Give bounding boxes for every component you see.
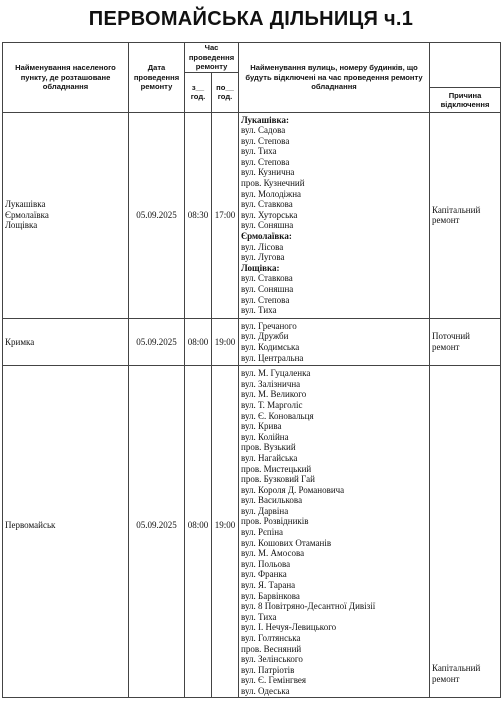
- street-item: вул. Є. Коновальця: [241, 410, 314, 421]
- time-from: 08:00: [185, 366, 212, 697]
- streets-cell: [239, 112, 430, 318]
- street-item: вул. Гречаного: [241, 320, 297, 331]
- street-item: вул. І. Нечуя-Левицького: [241, 622, 337, 633]
- street-item: пров. Бузковий Гай: [241, 474, 315, 485]
- settlement-group-label: Єрмолаївка:: [241, 231, 292, 242]
- street-item: вул. Лісова: [241, 241, 284, 252]
- street-item: пров. Кузнечний: [241, 178, 305, 189]
- street-item: вул. Рєпіна: [241, 527, 284, 538]
- time-to: 19:00: [212, 366, 239, 697]
- street-item: вул. Ставкова: [241, 199, 293, 210]
- street-item: вул. Франка: [241, 569, 287, 580]
- street-item: вул. Кошових Отаманів: [241, 537, 332, 548]
- repair-date: 05.09.2025: [129, 366, 185, 697]
- street-item: вул. Соняшна: [241, 284, 294, 294]
- street-item: пров. Мистецький: [241, 463, 312, 474]
- outage-reason: Капітальний ремонт: [430, 366, 501, 697]
- street-item: вул. Дружби: [241, 331, 289, 342]
- street-item: вул. Соняшна: [241, 220, 294, 231]
- table-row: [3, 366, 501, 697]
- street-item: вул. 8 Повітряно-Десантної Дивізії: [241, 601, 376, 612]
- street-item: вул. Тиха: [241, 305, 277, 316]
- outage-schedule-table: [2, 42, 501, 698]
- street-item: вул. М. Гуцаленка: [241, 368, 311, 379]
- street-item: вул. Польова: [241, 558, 291, 569]
- street-item: вул. Зелінського: [241, 654, 303, 665]
- street-item: вул. Кодимська: [241, 341, 300, 352]
- outage-reason: Поточний ремонт: [430, 318, 501, 365]
- time-to: 17:00: [212, 112, 239, 318]
- street-item: пров. Розвідників: [241, 516, 309, 527]
- repair-date: 05.09.2025: [129, 112, 185, 318]
- street-item: вул. Васильковa: [241, 495, 303, 506]
- header-place: Найменування населеного пункту, де розташоване обладнання: [3, 43, 129, 113]
- streets-cell: [239, 366, 430, 697]
- settlement-name: Лукашівка: [5, 199, 46, 210]
- street-item: вул. Колійна: [241, 431, 289, 442]
- streets-cell: [239, 318, 430, 365]
- street-item: вул. М. Амосова: [241, 548, 305, 559]
- table-row: [3, 318, 501, 365]
- street-item: вул. Голтянська: [241, 633, 301, 643]
- street-item: вул. Одеська: [241, 685, 290, 696]
- time-to: 19:00: [212, 318, 239, 365]
- settlement-cell: [3, 112, 129, 318]
- street-item: вул. Нагайська: [241, 452, 298, 463]
- header-to: по__ год.: [212, 72, 239, 112]
- header-streets: Найменування вулиць, номеру будинків, що будуть відключені на час проведення ремонту обладнання: [239, 43, 430, 113]
- outage-reason: Капітальний ремонт: [430, 112, 501, 318]
- street-item: вул. Садова: [241, 125, 286, 136]
- header-reason-cell: [430, 43, 501, 113]
- street-item: вул. Степова: [241, 156, 290, 167]
- street-item: вул. Короля Д. Романовича: [241, 484, 345, 495]
- header-time: Час проведення ремонту: [185, 43, 239, 73]
- street-item: вул. Центральна: [241, 352, 304, 363]
- header-date: Дата проведення ремонту: [129, 43, 185, 113]
- settlement-name: Кримка: [5, 336, 35, 347]
- street-item: вул. Молодіжна: [241, 188, 302, 199]
- street-item: вул. Тиха: [241, 146, 277, 157]
- settlement-group-label: Лукашівка:: [241, 114, 290, 125]
- street-item: вул. Я. Тарана: [241, 580, 296, 591]
- street-item: вул. Патріотів: [241, 664, 295, 675]
- street-item: вул. Дарвіна: [241, 505, 289, 516]
- street-item: вул. Залізнична: [241, 378, 301, 389]
- street-item: вул. Степова: [241, 294, 290, 305]
- settlement-name: Первомайськ: [5, 520, 56, 531]
- street-item: вул. Тиха: [241, 611, 277, 622]
- street-item: пров. Вузький: [241, 442, 296, 453]
- repair-date: 05.09.2025: [129, 318, 185, 365]
- street-item: вул. Кузнична: [241, 167, 295, 178]
- table-row: [3, 112, 501, 318]
- settlement-cell: [3, 318, 129, 365]
- street-item: пров. Весняний: [241, 643, 302, 654]
- street-item: вул. Лугова: [241, 252, 285, 263]
- header-from: з__ год.: [185, 72, 212, 112]
- street-item: вул. Т. Марголіс: [241, 399, 303, 410]
- time-from: 08:30: [185, 112, 212, 318]
- street-item: вул. М. Великого: [241, 389, 307, 400]
- settlement-group-label: Лощівка:: [241, 262, 280, 273]
- street-item: вул. Є. Гемінгвея: [241, 675, 307, 686]
- street-item: вул. Барвінкова: [241, 590, 300, 601]
- header-reason: Причина відключення: [429, 87, 501, 112]
- page-title: ПЕРВОМАЙСЬКА ДІЛЬНИЦЯ ч.1: [88, 8, 414, 30]
- settlement-name: Лощівка: [5, 220, 38, 231]
- street-item: вул. Степова: [241, 135, 290, 146]
- time-from: 08:00: [185, 318, 212, 365]
- street-item: вул. Крива: [241, 421, 282, 432]
- street-item: вул. Ставкова: [241, 273, 293, 284]
- table-body: [3, 112, 501, 697]
- settlement-name: Єрмолаївка: [5, 209, 49, 220]
- street-item: вул. Хуторська: [241, 209, 298, 220]
- settlement-cell: [3, 366, 129, 697]
